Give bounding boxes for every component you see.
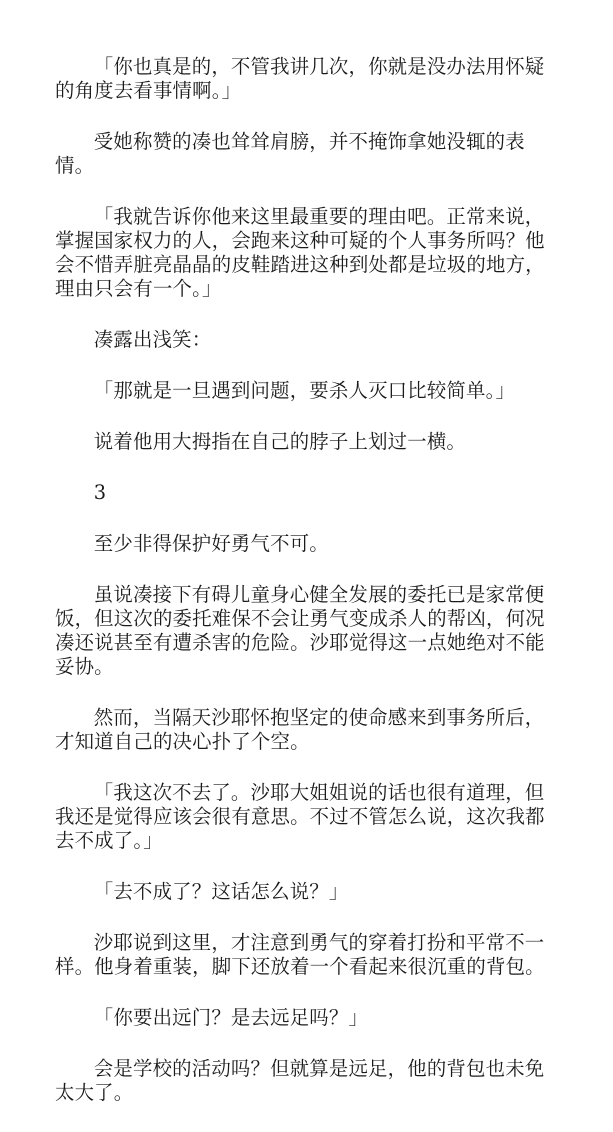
paragraph-14: 会是学校的活动吗？但就算是远足，他的背包也未免太大了。 (55, 1057, 545, 1104)
section-number: 3 (93, 481, 107, 504)
paragraph-8: 虽说凑接下有碍儿童身心健全发展的委托已是家常便饭，但这次的委托难保不会让勇气变成杀人的帮凶，何况凑还说甚至有遭杀害的危险。沙耶觉得这一点她绝对不能妥协。 (55, 583, 545, 678)
paragraph-6: 说着他用大拇指在自己的脖子上划过一横。 (93, 430, 467, 453)
paragraph-11: 「去不成了？这话怎么说？」 (93, 880, 349, 903)
book-page (55, 55, 560, 1132)
paragraph-12: 沙耶说到这里，才注意到勇气的穿着打扮和平常不一样。他身着重装，脚下还放着一个看起来很沉重的背包。 (55, 931, 545, 978)
paragraph-2: 受她称赞的凑也耸耸肩膀，并不掩饰拿她没辄的表情。 (55, 130, 525, 177)
paragraph-3: 「我就告诉你他来这里最重要的理由吧。正常来说，掌握国家权力的人，会跑来这种可疑的个人事务所吗？他会不惜弄脏亮晶晶的皮鞋踏进这种到处都是垃圾的地方，理由只会有一个。」 (55, 205, 545, 300)
paragraph-7: 至少非得保护好勇气不可。 (93, 532, 329, 555)
paragraph-1: 「你也真是的，不管我讲几次，你就是没办法用怀疑的角度去看事情啊。」 (55, 55, 545, 102)
paragraph-10: 「我这次不去了。沙耶大姐姐说的话也很有道理，但我还是觉得应该会很有意思。不过不管怎么说，这次我都去不成了。」 (55, 781, 545, 852)
paragraph-9: 然而，当隔天沙耶怀抱坚定的使命感来到事务所后，才知道自己的决心扑了个空。 (55, 706, 545, 753)
paragraph-13: 「你要出远门？是去远足吗？」 (93, 1006, 369, 1029)
paragraph-4: 凑露出浅笑： (93, 328, 212, 351)
paragraph-5: 「那就是一旦遇到问题，要杀人灭口比较简单。」 (93, 379, 516, 402)
